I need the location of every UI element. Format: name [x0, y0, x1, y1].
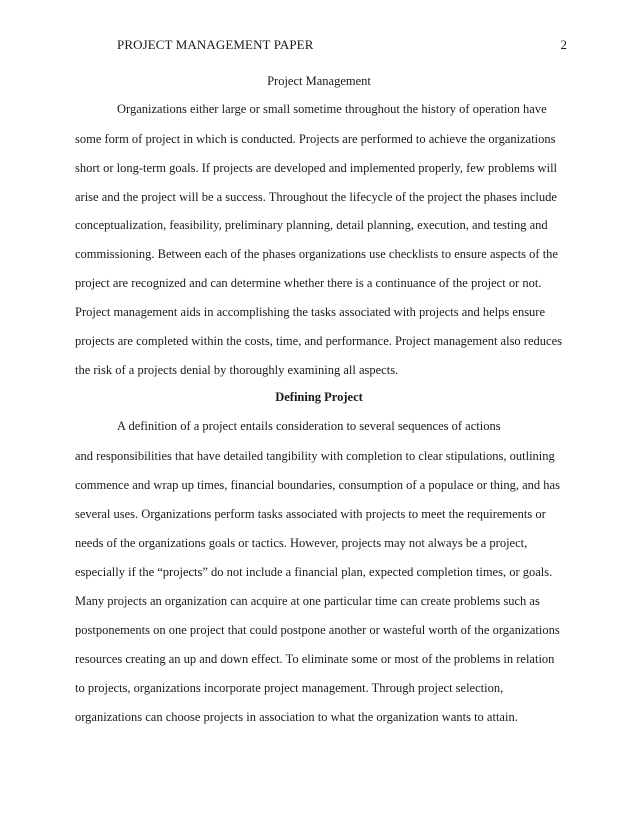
paragraph-line: Project management aids in accomplishing the tasks associated with projects and helps ensure [75, 305, 546, 319]
paragraph-line: projects are completed within the costs, time, and performance. Project management also reduces [75, 334, 562, 348]
paragraph-line: short or long-term goals. If projects are developed and implemented properly, few problems will [75, 161, 558, 175]
page-number: 2 [560, 37, 567, 52]
paragraph-line: and responsibilities that have detailed tangibility with completion to clear stipulations, outlining [75, 449, 555, 463]
paragraph-line: several uses. Organizations perform tasks associated with projects to meet the requirements or [75, 507, 546, 521]
running-header [117, 36, 567, 54]
paragraph-line: the risk of a projects denial by thoroughly examining all aspects. [75, 363, 399, 377]
paragraph-line: especially if the “projects” do not include a financial plan, expected completion times, or goals. [75, 565, 553, 579]
paragraph-line: arise and the project will be a success. Throughout the lifecycle of the project the phases include [75, 190, 557, 204]
running-head-title: PROJECT MANAGEMENT PAPER [117, 37, 314, 52]
paragraph-line: to projects, organizations incorporate project management. Through project selection, [75, 681, 504, 695]
paragraph-line: Organizations either large or small sometime throughout the history of operation have [117, 102, 547, 116]
paragraph-line: needs of the organizations goals or tactics. However, projects may not always be a project, [75, 536, 528, 550]
paragraph-line: commence and wrap up times, financial boundaries, consumption of a populace or thing, and has [75, 478, 560, 492]
paragraph-line: some form of project in which is conducted. Projects are performed to achieve the organizations [75, 132, 556, 146]
section-heading: Defining Project [275, 390, 363, 404]
paragraph-line: resources creating an up and down effect. To eliminate some or most of the problems in relation [75, 652, 555, 666]
paragraph-line: conceptualization, feasibility, preliminary planning, detail planning, execution, and testing and [75, 218, 548, 232]
paragraph-line: commissioning. Between each of the phases organizations use checklists to ensure aspects of the [75, 247, 558, 261]
paragraph-line: organizations can choose projects in association to what the organization wants to attain. [75, 710, 518, 724]
paragraph-line: postponements on one project that could postpone another or wasteful worth of the organizations [75, 623, 560, 637]
document-title: Project Management [267, 74, 371, 88]
paragraph-line: project are recognized and can determine whether there is a continuance of the project or not. [75, 276, 542, 290]
paragraph-line: A definition of a project entails consideration to several sequences of actions [117, 419, 501, 433]
paragraph-line: Many projects an organization can acquire at one particular time can create problems such as [75, 594, 540, 608]
